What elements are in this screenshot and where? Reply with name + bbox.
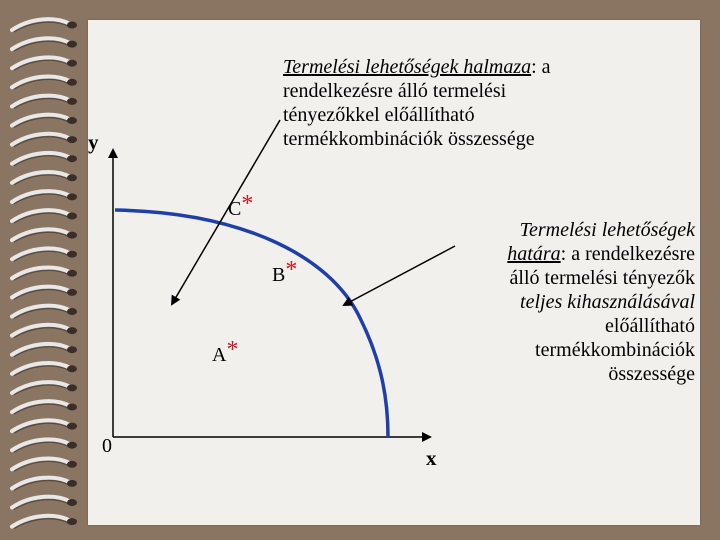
origin-label: 0 [102, 435, 112, 457]
frontier-callout [455, 218, 695, 386]
point-a-marker: * [226, 337, 239, 363]
right-callout-line-3: álló termelési tényezők [509, 267, 695, 289]
right-callout-line-6: termékkombinációk [535, 339, 695, 361]
point-a-label: A [212, 344, 227, 366]
point-c [228, 191, 254, 220]
y-axis-label: y [88, 130, 99, 154]
production-possibility-frontier [115, 210, 388, 437]
point-b-marker: * [285, 257, 298, 283]
right-callout-line-5: előállítható [605, 315, 695, 337]
frontier-pointer-arrow [344, 246, 455, 305]
right-callout-line-4: teljes kihasználásával [520, 291, 695, 313]
set-pointer-arrow [172, 120, 280, 304]
point-b [272, 257, 298, 286]
right-callout-line-2: határa: a rendelkezésre [507, 243, 695, 265]
x-axis-label: x [426, 446, 437, 470]
top-callout-line-4: termékkombinációk összessége [283, 128, 535, 150]
point-b-label: B [272, 264, 286, 286]
top-callout-line-2: rendelkezésre álló termelési [283, 80, 507, 102]
point-c-marker: * [241, 191, 254, 217]
production-set-callout [283, 55, 623, 151]
top-callout-line-3: tényezőkkel előállítható [283, 104, 475, 126]
right-callout-line-1: Termelési lehetőségek [519, 219, 695, 241]
point-a [212, 337, 239, 366]
top-callout-line-1: Termelési lehetőségek halmaza: a [283, 56, 551, 78]
point-c-label: C [228, 198, 242, 220]
right-callout-line-7: összessége [608, 363, 695, 385]
